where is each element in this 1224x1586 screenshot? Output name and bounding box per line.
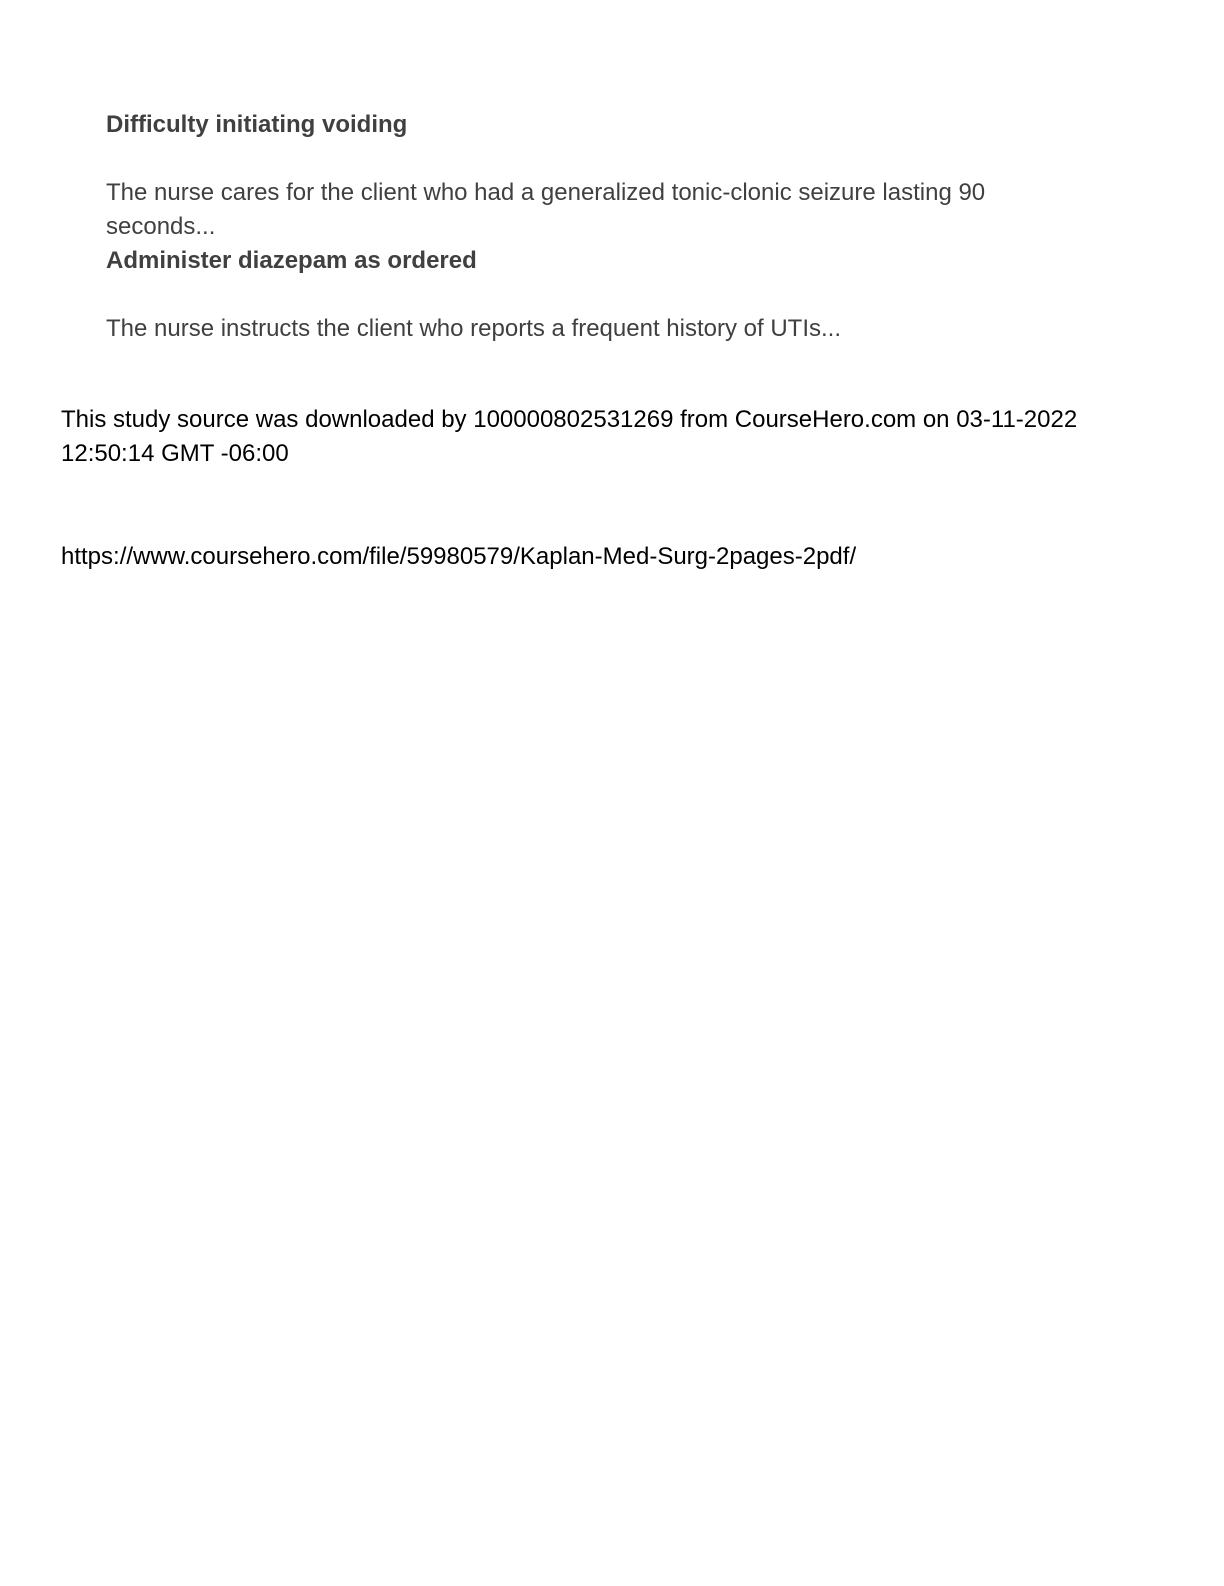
answer-1: Difficulty initiating voiding — [106, 111, 408, 138]
answer-2: Administer diazepam as ordered — [106, 247, 477, 274]
download-notice: This study source was downloaded by 100000802531269 from CourseHero.com on 03-11-2022 12:50:14 GMT -06:00 — [61, 406, 1078, 467]
spacer — [106, 278, 1066, 312]
document-content — [106, 108, 1066, 346]
question-3: The nurse instructs the client who reports a frequent history of UTIs... — [106, 315, 841, 342]
source-url[interactable]: https://www.coursehero.com/file/59980579/Kaplan-Med-Surg-2pages-2pdf/ — [61, 543, 857, 570]
question-2: The nurse cares for the client who had a generalized tonic-clonic seizure lasting 90 seconds... — [106, 179, 986, 240]
spacer — [106, 142, 1066, 176]
